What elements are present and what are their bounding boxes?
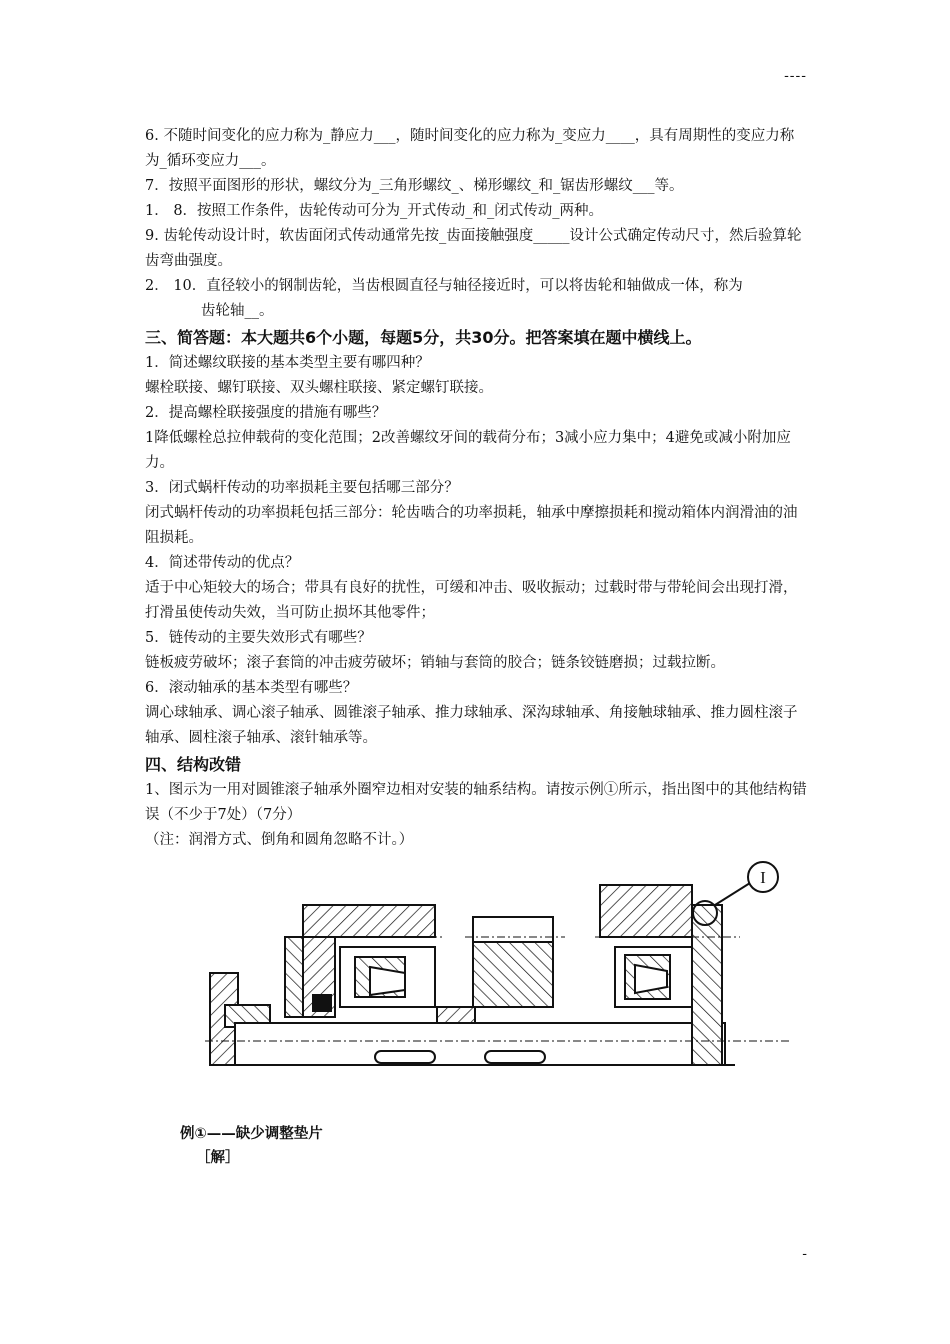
blank-question-7: 7．按照平面图形的形状，螺纹分为_三角形螺纹_、梯形螺纹_和_锯齿形螺纹___等。 bbox=[145, 178, 684, 194]
qa-answer-4: 适于中心矩较大的场合；带具有良好的扰性，可缓和冲击、吸收振动；过载时带与带轮间会出现打滑，打滑虽使传动失效，当可防止损坏其他零件； bbox=[145, 580, 798, 621]
qa-question-5: 5．链传动的主要失效形式有哪些？ bbox=[145, 630, 372, 646]
page-content bbox=[145, 124, 807, 853]
solution-label: ［解］ bbox=[196, 1150, 240, 1166]
shaft bbox=[235, 1023, 725, 1065]
blank-question-9: 9. 齿轮传动设计时，软齿面闭式传动通常先按_齿面接触强度_____设计公式确定传动尺寸，然后验算轮齿弯曲强度。 bbox=[145, 228, 802, 269]
blank-question-6: 6. 不随时间变化的应力称为_静应力___，随时间变化的应力称为_变应力____，具有周期性的变应力称为_循环变应力___。 bbox=[145, 128, 795, 169]
page-header-mark: ---- bbox=[784, 68, 807, 84]
page-footer-mark: - bbox=[802, 1246, 807, 1262]
qa-question-2: 2．提高螺栓联接强度的措施有哪些？ bbox=[145, 405, 387, 421]
seal bbox=[313, 995, 331, 1011]
qa-question-4: 4．简述带传动的优点？ bbox=[145, 555, 300, 571]
qa-answer-1: 螺栓联接、螺钉联接、双头螺柱联接、紧定螺钉联接。 bbox=[145, 380, 493, 396]
section3-title: 三、简答题：本大题共6个小题，每题5分，共30分。把答案填在题中横线上。 bbox=[145, 328, 702, 347]
figure-label-I: I bbox=[760, 868, 766, 887]
section4-question: 1、图示为一用对圆锥滚子轴承外圈窄边相对安装的轴系结构。请按示例①所示，指出图中的其他结构错误（不少于7处）（7分） bbox=[145, 782, 807, 823]
blank-question-10: 2． 10．直径较小的钢制齿轮，当齿根圆直径与轴径接近时，可以将齿轮和轴做成一体，称为 bbox=[145, 278, 743, 294]
housing-left bbox=[303, 905, 435, 937]
qa-question-3: 3．闭式蜗杆传动的功率损耗主要包括哪三部分？ bbox=[145, 480, 459, 496]
qa-answer-2: 1降低螺栓总拉伸载荷的变化范围；2改善螺纹牙间的载荷分布；3减小应力集中；4避免或减小附加应力。 bbox=[145, 430, 791, 471]
example-block bbox=[180, 1122, 323, 1170]
qa-question-1: 1．简述螺纹联接的基本类型主要有哪四种？ bbox=[145, 355, 430, 371]
qa-question-6: 6．滚动轴承的基本类型有哪些？ bbox=[145, 680, 358, 696]
housing-right bbox=[600, 885, 692, 937]
qa-answer-3: 闭式蜗杆传动的功率损耗包括三部分：轮齿啮合的功率损耗，轴承中摩擦损耗和搅动箱体内润滑油的油阻损耗。 bbox=[145, 505, 798, 546]
section4-note: （注：润滑方式、倒角和圆角忽略不计。） bbox=[145, 832, 414, 848]
qa-answer-6: 调心球轴承、调心滚子轴承、圆锥滚子轴承、推力球轴承、深沟球轴承、角接触球轴承、推力圆柱滚子轴承、圆柱滚子轴承、滚针轴承等。 bbox=[145, 705, 798, 746]
section4-title: 四、结构改错 bbox=[145, 755, 242, 774]
shaft-structure-figure bbox=[205, 855, 790, 1080]
blank-question-10-cont: 齿轮轴__。 bbox=[201, 303, 274, 319]
qa-answer-5: 链板疲劳破坏；滚子套筒的冲击疲劳破坏；销轴与套筒的胶合；链条铰链磨损；过载拉断。 bbox=[145, 655, 725, 671]
example-line: 例①——缺少调整垫片 bbox=[180, 1126, 323, 1142]
blank-question-8: 1． 8．按照工作条件，齿轮传动可分为_开式传动_和_闭式传动_两种。 bbox=[145, 203, 604, 219]
